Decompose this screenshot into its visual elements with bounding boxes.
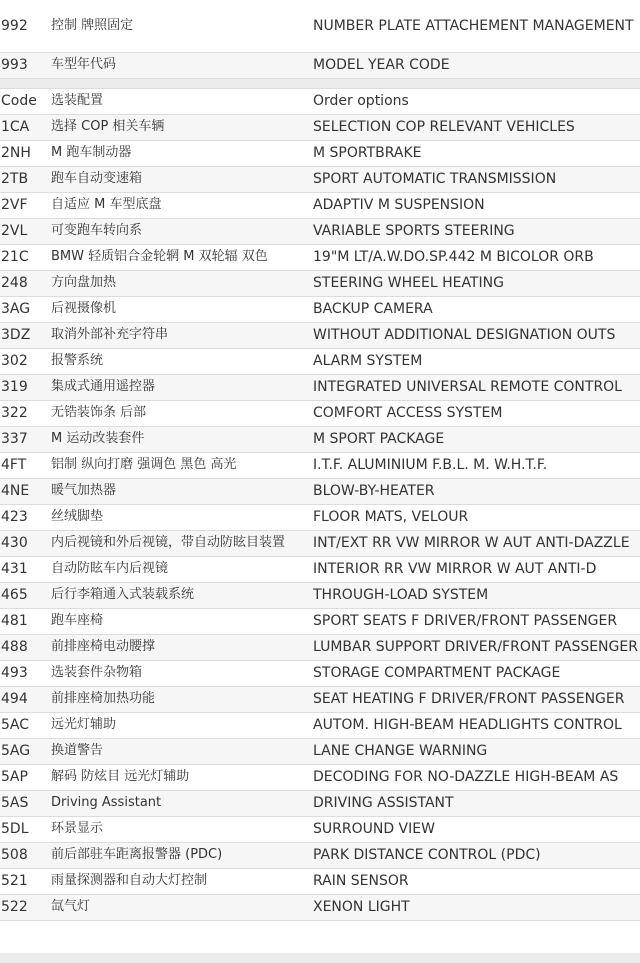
en-cell: ADAPTIV M SUSPENSION (311, 192, 640, 218)
cn-cell: 控制 牌照固定 (49, 0, 311, 52)
code-cell: 337 (0, 426, 49, 452)
code-cell: 1CA (0, 114, 49, 140)
code-cell: 248 (0, 270, 49, 296)
table-row (0, 738, 640, 764)
cn-cell: 无锆装饰条 后部 (49, 400, 311, 426)
cn-cell: 雨量探测器和自动大灯控制 (49, 868, 311, 894)
table-row (0, 218, 640, 244)
code-cell: 481 (0, 608, 49, 634)
section-gap (0, 78, 640, 88)
code-cell: 521 (0, 868, 49, 894)
en-cell: I.T.F. ALUMINIUM F.B.L. M. W.H.T.F. (311, 452, 640, 478)
cn-cell: 自适应 M 车型底盘 (49, 192, 311, 218)
header-code: Code (0, 88, 49, 114)
cn-cell: 跑车自动变速箱 (49, 166, 311, 192)
cn-cell: 氙气灯 (49, 894, 311, 920)
code-cell: 5AC (0, 712, 49, 738)
en-cell: STEERING WHEEL HEATING (311, 270, 640, 296)
code-cell: 4FT (0, 452, 49, 478)
en-cell: 19"M LT/A.W.DO.SP.442 M BICOLOR ORB (311, 244, 640, 270)
cn-cell: 暖气加热器 (49, 478, 311, 504)
table-row (0, 764, 640, 790)
code-cell: 423 (0, 504, 49, 530)
table-row (0, 348, 640, 374)
table-row (0, 192, 640, 218)
table-row (0, 166, 640, 192)
code-cell: 4NE (0, 478, 49, 504)
en-cell: XENON LIGHT (311, 894, 640, 920)
cn-cell: 环景显示 (49, 816, 311, 842)
en-cell: INTEGRATED UNIVERSAL REMOTE CONTROL (311, 374, 640, 400)
table-row (0, 582, 640, 608)
code-cell: 2TB (0, 166, 49, 192)
cn-cell: 后视摄像机 (49, 296, 311, 322)
code-cell: 2VF (0, 192, 49, 218)
cn-cell: 自动防眩车内后视镜 (49, 556, 311, 582)
table-row (0, 400, 640, 426)
table-row (0, 686, 640, 712)
cn-cell: 车型年代码 (49, 52, 311, 78)
code-cell: 302 (0, 348, 49, 374)
table-row (0, 140, 640, 166)
table-row (0, 894, 640, 920)
table-header-row (0, 88, 640, 114)
cn-cell: 可变跑车转向系 (49, 218, 311, 244)
cn-cell: 前后部驻车距离报警器 (PDC) (49, 842, 311, 868)
cn-cell: 取消外部补充字符串 (49, 322, 311, 348)
cn-cell: 后行李箱通入式装载系统 (49, 582, 311, 608)
en-cell: RAIN SENSOR (311, 868, 640, 894)
code-cell: 493 (0, 660, 49, 686)
en-cell: BACKUP CAMERA (311, 296, 640, 322)
header-cn: 选装配置 (49, 88, 311, 114)
code-cell: 993 (0, 52, 49, 78)
table-row (0, 374, 640, 400)
table-row (0, 52, 640, 78)
table-row (0, 296, 640, 322)
cn-cell: 内后视镜和外后视镜，带自动防眩目装置 (49, 530, 311, 556)
code-cell: 5DL (0, 816, 49, 842)
cn-cell: 解码 防炫目 远光灯辅助 (49, 764, 311, 790)
en-cell: INTERIOR RR VW MIRROR W AUT ANTI-D (311, 556, 640, 582)
table-row (0, 244, 640, 270)
code-cell: 5AS (0, 790, 49, 816)
table-row (0, 530, 640, 556)
en-cell: M SPORT PACKAGE (311, 426, 640, 452)
code-cell: 430 (0, 530, 49, 556)
code-cell: 319 (0, 374, 49, 400)
en-cell: AUTOM. HIGH-BEAM HEADLIGHTS CONTROL (311, 712, 640, 738)
table-row (0, 868, 640, 894)
cn-cell: 铝制 纵向打磨 强调色 黑色 高光 (49, 452, 311, 478)
en-cell: INT/EXT RR VW MIRROR W AUT ANTI-DAZZLE (311, 530, 640, 556)
table-row (0, 712, 640, 738)
code-cell: 465 (0, 582, 49, 608)
code-cell: 522 (0, 894, 49, 920)
table-row (0, 0, 640, 52)
cn-cell: Driving Assistant (49, 790, 311, 816)
code-cell: 508 (0, 842, 49, 868)
cn-cell: 远光灯辅助 (49, 712, 311, 738)
code-cell: 3DZ (0, 322, 49, 348)
en-cell: SELECTION COP RELEVANT VEHICLES (311, 114, 640, 140)
cn-cell: 前排座椅电动腰撑 (49, 634, 311, 660)
table-row (0, 556, 640, 582)
en-cell: STORAGE COMPARTMENT PACKAGE (311, 660, 640, 686)
cn-cell: BMW 轻质铝合金轮辋 M 双轮辐 双色 (49, 244, 311, 270)
table-row (0, 114, 640, 140)
table-row (0, 322, 640, 348)
en-cell: ALARM SYSTEM (311, 348, 640, 374)
en-cell: LUMBAR SUPPORT DRIVER/FRONT PASSENGER (311, 634, 640, 660)
en-cell: SEAT HEATING F DRIVER/FRONT PASSENGER (311, 686, 640, 712)
cn-cell: M 跑车制动器 (49, 140, 311, 166)
table-row (0, 270, 640, 296)
code-cell: 21C (0, 244, 49, 270)
code-cell: 2NH (0, 140, 49, 166)
table-row (0, 790, 640, 816)
header-en: Order options (311, 88, 640, 114)
en-cell: DECODING FOR NO-DAZZLE HIGH-BEAM AS (311, 764, 640, 790)
en-cell: WITHOUT ADDITIONAL DESIGNATION OUTS (311, 322, 640, 348)
code-cell: 488 (0, 634, 49, 660)
code-cell: 431 (0, 556, 49, 582)
en-cell: SURROUND VIEW (311, 816, 640, 842)
table-row (0, 478, 640, 504)
cn-cell: 选装套件杂物箱 (49, 660, 311, 686)
en-cell: VARIABLE SPORTS STEERING (311, 218, 640, 244)
code-cell: 5AG (0, 738, 49, 764)
table-row (0, 660, 640, 686)
en-cell: SPORT SEATS F DRIVER/FRONT PASSENGER (311, 608, 640, 634)
table-row (0, 842, 640, 868)
en-cell: M SPORTBRAKE (311, 140, 640, 166)
table-row (0, 816, 640, 842)
cn-cell: 集成式通用遥控器 (49, 374, 311, 400)
en-cell: MODEL YEAR CODE (311, 52, 640, 78)
cn-cell: 丝绒脚垫 (49, 504, 311, 530)
cn-cell: 跑车座椅 (49, 608, 311, 634)
cn-cell: 选择 COP 相关车辆 (49, 114, 311, 140)
cn-cell: M 运动改装套件 (49, 426, 311, 452)
code-cell: 992 (0, 0, 49, 52)
bottom-strip (0, 953, 640, 963)
en-cell: SPORT AUTOMATIC TRANSMISSION (311, 166, 640, 192)
code-cell: 494 (0, 686, 49, 712)
cn-cell: 前排座椅加热功能 (49, 686, 311, 712)
en-cell: THROUGH-LOAD SYSTEM (311, 582, 640, 608)
cn-cell: 换道警告 (49, 738, 311, 764)
cn-cell: 方向盘加热 (49, 270, 311, 296)
table-row (0, 452, 640, 478)
code-cell: 2VL (0, 218, 49, 244)
table-row (0, 426, 640, 452)
en-cell: PARK DISTANCE CONTROL (PDC) (311, 842, 640, 868)
en-cell: NUMBER PLATE ATTACHEMENT MANAGEMENT (311, 0, 640, 52)
table-row (0, 504, 640, 530)
table-row (0, 608, 640, 634)
code-cell: 322 (0, 400, 49, 426)
en-cell: FLOOR MATS, VELOUR (311, 504, 640, 530)
code-cell: 5AP (0, 764, 49, 790)
options-rows (0, 114, 640, 920)
cn-cell: 报警系统 (49, 348, 311, 374)
en-cell: COMFORT ACCESS SYSTEM (311, 400, 640, 426)
table-row (0, 634, 640, 660)
code-cell: 3AG (0, 296, 49, 322)
en-cell: LANE CHANGE WARNING (311, 738, 640, 764)
en-cell: BLOW-BY-HEATER (311, 478, 640, 504)
en-cell: DRIVING ASSISTANT (311, 790, 640, 816)
